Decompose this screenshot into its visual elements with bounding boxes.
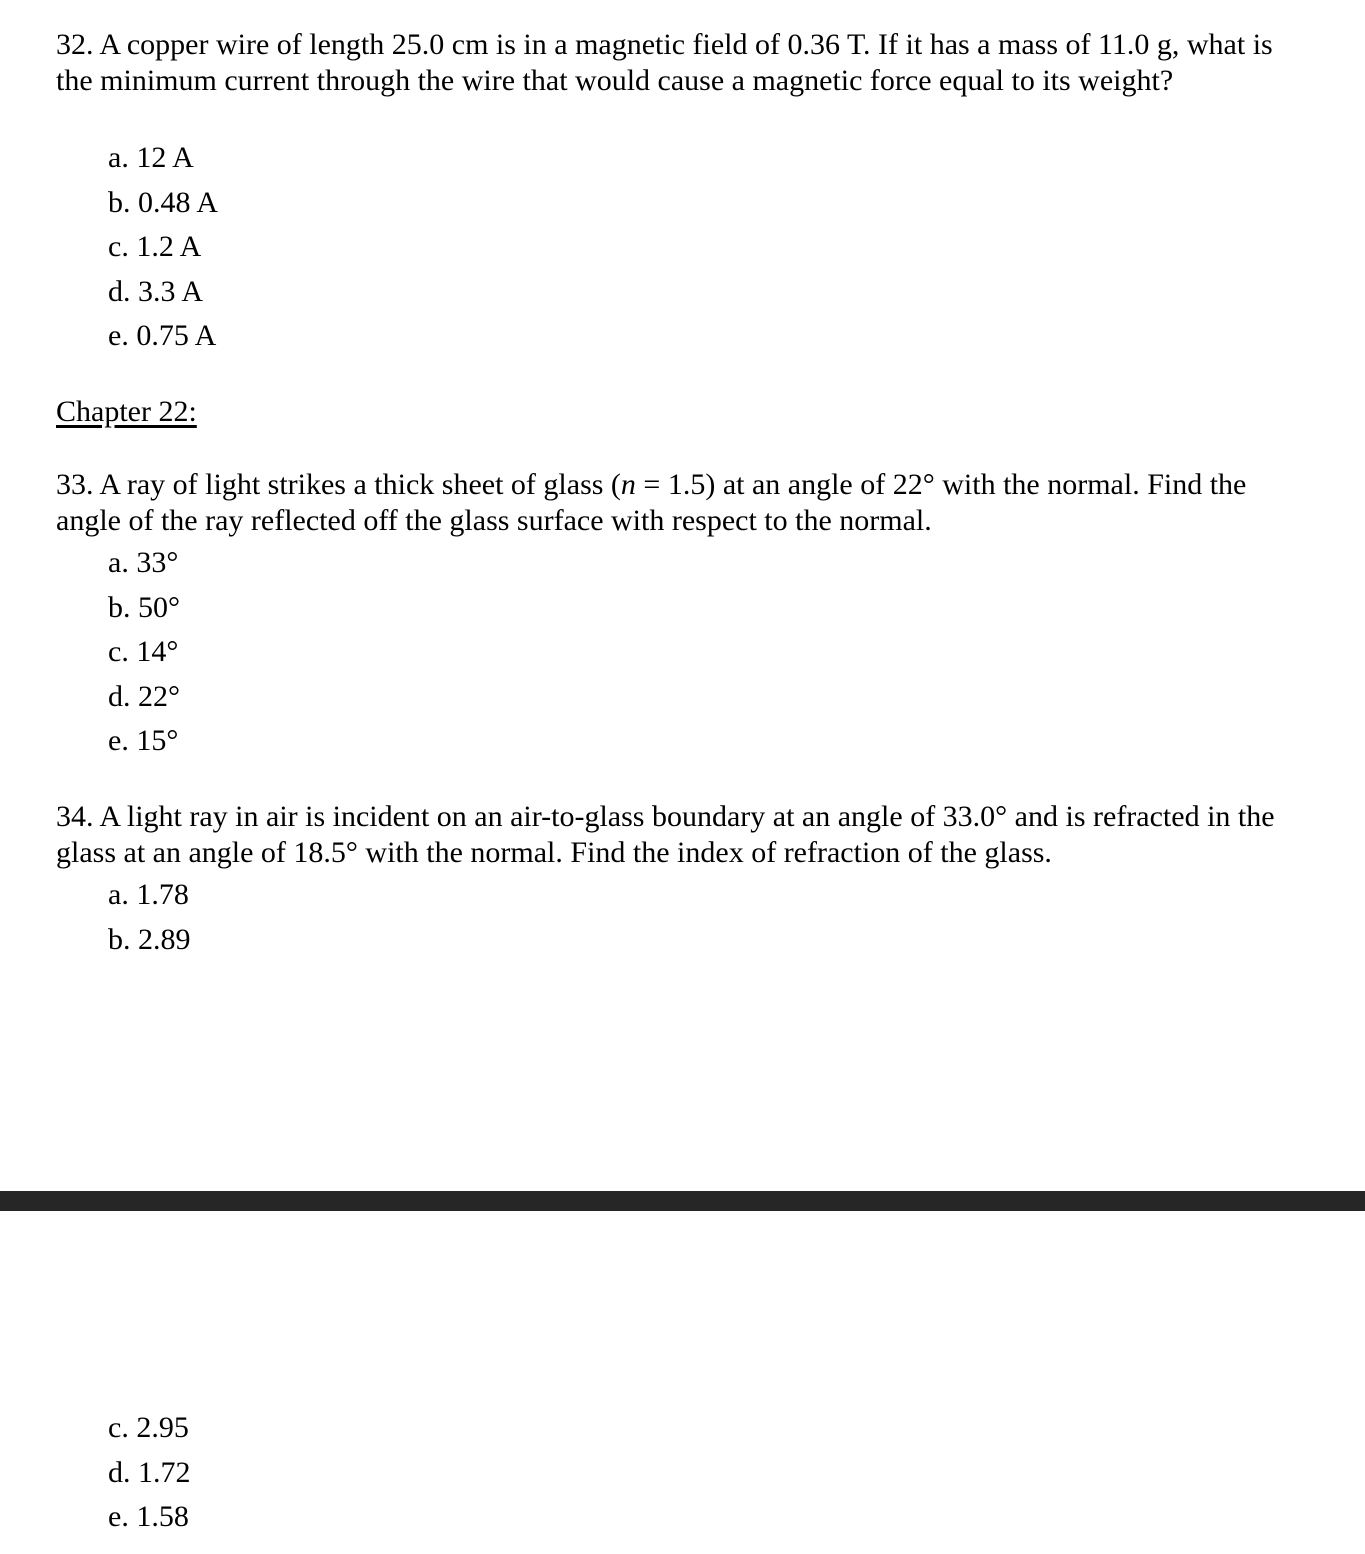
option-item: e. 1.58 [108, 1500, 189, 1533]
option-item: c. 1.2 A [108, 230, 202, 263]
option-item: d. 3.3 A [108, 274, 204, 308]
option-item: e. 15° [108, 724, 179, 757]
option-item: a. 1.78 [108, 878, 189, 911]
option-item: c. 14° [108, 635, 179, 668]
option-item: b. 50° [108, 590, 180, 624]
option-item: d. 22° [108, 679, 180, 713]
option-item: c. 2.95 [108, 1411, 189, 1444]
option-item: a. 12 A [108, 141, 194, 174]
question-34-options-second-page [108, 1413, 191, 1547]
option-item: b. 2.89 [108, 922, 191, 956]
question-33-stem-part: = 1.5) at an angle of 22° with the normal. Find the angle of the ray reflected off the glass surface with respect to the normal. [56, 468, 1247, 537]
page-break-divider [0, 1191, 1365, 1211]
question-32-options [108, 143, 218, 366]
refractive-index-variable: n [620, 468, 636, 501]
question-33-stem-part: 33. A ray of light strikes a thick sheet of glass ( [56, 468, 621, 501]
option-item: a. 33° [108, 546, 179, 579]
question-34-options-first-page [108, 880, 191, 969]
question-33-options [108, 548, 180, 771]
question-34-stem: 34. A light ray in air is incident on an air-to-glass boundary at an angle of 33.0° and is refracted in the glass at an angle of 18.5° with the normal. Find the index of refraction of the glass. [56, 800, 1275, 869]
option-item: d. 1.72 [108, 1455, 191, 1489]
option-item: e. 0.75 A [108, 319, 217, 352]
option-item: b. 0.48 A [108, 185, 219, 219]
chapter-heading: Chapter 22: [56, 395, 197, 428]
question-32-stem: 32. A copper wire of length 25.0 cm is in a magnetic field of 0.36 T. If it has a mass of 11.0 g, what is the minimum current through the wire that would cause a magnetic force equal to its weight? [56, 28, 1273, 97]
question-33-stem [56, 467, 1296, 539]
